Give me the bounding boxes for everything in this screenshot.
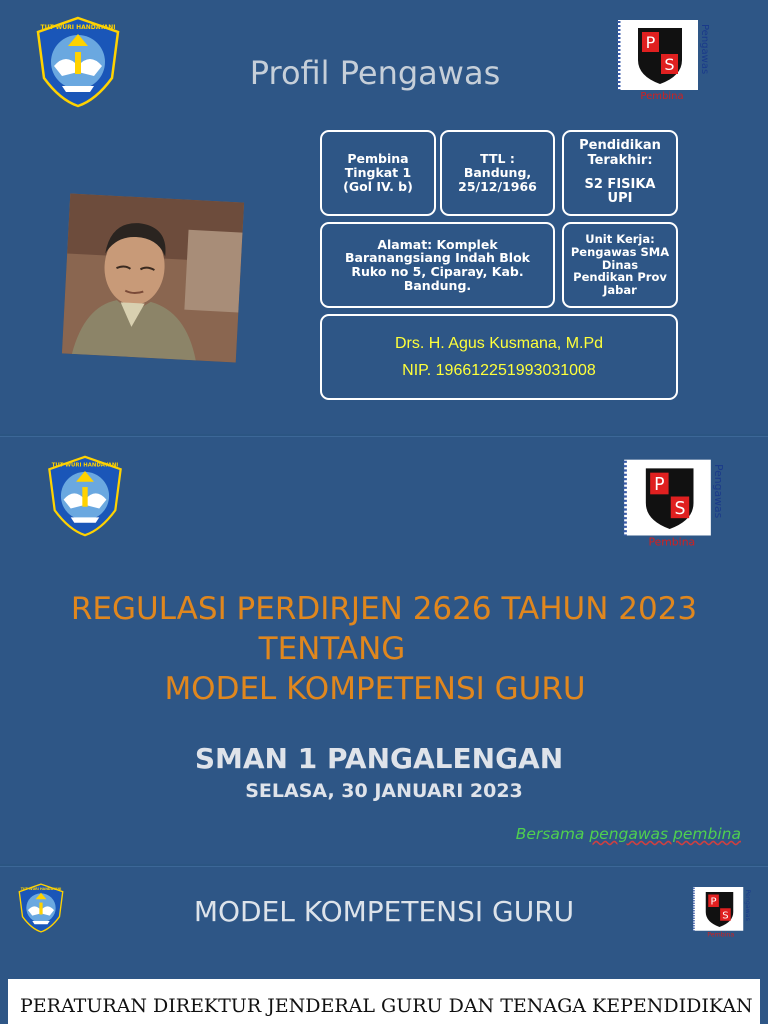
ps-letter-p: P — [654, 475, 665, 495]
rank-line: Tingkat 1 — [344, 165, 412, 181]
work-unit-box — [562, 222, 678, 308]
work-line: Dinas — [601, 257, 639, 272]
education-line: S2 FISIKA — [584, 177, 656, 192]
ps-pembina-logo — [692, 885, 752, 939]
document-heading: PERATURAN DIREKTUR JENDERAL GURU DAN TENAGA KEPENDIDIKAN — [20, 995, 753, 1017]
rank-box — [320, 130, 436, 216]
address-line: Bandung. — [403, 277, 472, 293]
slide-model-kompetensi — [0, 866, 768, 1024]
name-box — [320, 314, 678, 400]
ps-side-text: Pengawas — [712, 464, 726, 519]
supervisor-photo — [62, 194, 244, 363]
supervisor-nip: NIP. 196612251993031008 — [402, 362, 596, 379]
ps-letter-s: S — [674, 498, 686, 519]
education-line: Terakhir: — [587, 152, 653, 168]
regulation-title-line: TENTANG — [258, 631, 406, 667]
regulation-title-line: REGULASI PERDIRJEN 2626 TAHUN 2023 — [70, 591, 698, 627]
ps-letter-p: P — [645, 33, 656, 52]
work-line: Pengawas SMA — [570, 245, 670, 260]
birth-info-box — [440, 130, 555, 216]
ps-letter-s: S — [722, 910, 729, 922]
page-title: Profil Pengawas — [249, 54, 501, 92]
education-line: Pendidikan — [579, 138, 661, 154]
emblem-text: TUT WURI HANDAYANI — [51, 462, 119, 469]
ps-caption: Pembina — [707, 931, 735, 939]
ps-pembina-logo — [622, 457, 726, 549]
emblem-text: TUT WURI HANDAYANI — [20, 887, 62, 892]
ps-letter-s: S — [664, 55, 675, 74]
emblem-text: TUT WURI HANDAYANI — [40, 24, 116, 31]
birth-line: Bandung, — [463, 165, 532, 181]
regulation-document-preview — [8, 979, 760, 1024]
ps-caption: Pembina — [640, 91, 684, 102]
slide-regulasi — [0, 436, 768, 864]
regulation-title — [0, 589, 768, 709]
address-box — [320, 222, 555, 308]
regulation-title-line: MODEL KOMPETENSI GURU — [164, 671, 586, 707]
ps-side-text: Pengawas — [743, 889, 751, 921]
rank-line: Pembina — [347, 151, 409, 167]
tut-wuri-handayani-emblem — [44, 455, 126, 537]
together-prefix: Bersama — [515, 825, 590, 843]
tut-wuri-handayani-emblem — [32, 16, 124, 108]
address-line: Baranangsiang Indah Blok — [345, 250, 530, 266]
rank-line: (Gol IV. b) — [343, 178, 413, 194]
work-line: Pendikan Prov — [573, 270, 667, 285]
together-highlight: pengawas pembina — [589, 825, 741, 843]
slide-profil-pengawas — [0, 0, 768, 434]
school-name: SMAN 1 PANGALENGAN — [194, 742, 564, 775]
address-line: Ruko no 5, Ciparay, Kab. — [351, 264, 524, 279]
together-note — [516, 825, 741, 843]
section-title: MODEL KOMPETENSI GURU — [193, 895, 575, 928]
birth-line: 25/12/1966 — [458, 178, 537, 194]
work-line: Unit Kerja: — [585, 232, 655, 247]
supervisor-name: Drs. H. Agus Kusmana, M.Pd — [394, 334, 604, 352]
work-line: Jabar — [603, 282, 637, 297]
address-line: Alamat: Komplek — [377, 236, 498, 252]
birth-line: TTL : — [480, 151, 515, 167]
ps-caption: Pembina — [648, 535, 696, 549]
event-date: SELASA, 30 JANUARI 2023 — [245, 780, 523, 802]
ps-letter-p: P — [710, 896, 717, 908]
education-box — [562, 130, 678, 216]
ps-pembina-logo — [616, 18, 712, 102]
ps-side-text: Pengawas — [699, 24, 710, 75]
education-line: UPI — [607, 191, 633, 207]
